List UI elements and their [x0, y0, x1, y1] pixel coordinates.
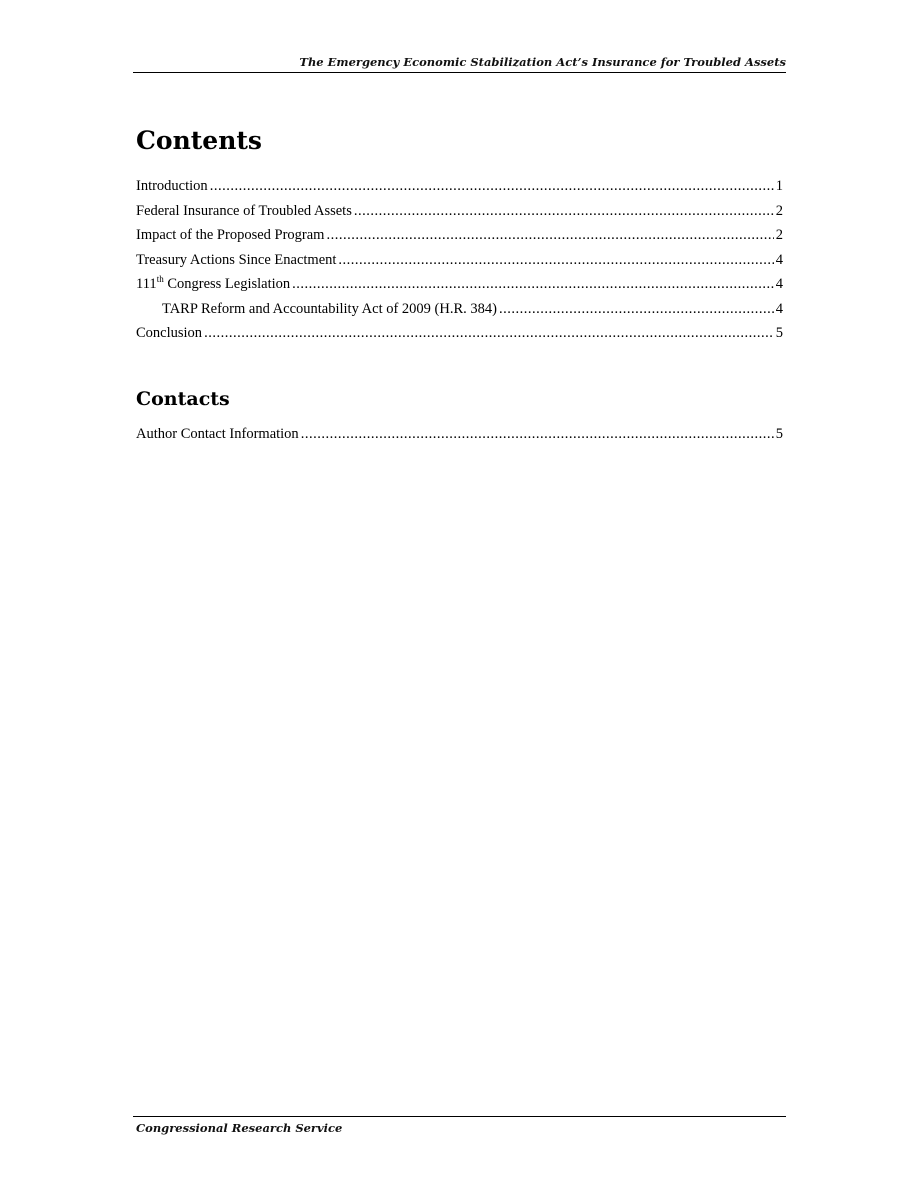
toc-entry-page: 2 [775, 227, 783, 243]
toc-entry-page: 4 [775, 251, 783, 268]
toc-entry-title [136, 275, 290, 293]
toc-entry-page: 4 [775, 276, 783, 292]
toc-entry-federal-insurance[interactable] [136, 202, 783, 227]
contacts-list [136, 425, 783, 450]
toc-entry-title: Impact of the Proposed Program [136, 227, 325, 243]
footer-rule [133, 1116, 786, 1117]
toc-entry-congress-legislation[interactable] [136, 275, 783, 300]
toc-entry-title: Conclusion [136, 325, 203, 341]
toc-leader-dots [326, 226, 773, 244]
running-header-title: The Emergency Economic Stabilization Act’s Insurance for Troubled Assets [299, 55, 786, 69]
toc-entry-page: 1 [775, 178, 783, 194]
toc-entry-page: 2 [775, 202, 783, 219]
toc-entry-page: 5 [775, 426, 783, 442]
contacts-heading: Contacts [136, 388, 230, 410]
toc-entry-title: TARP Reform and Accountability Act of 2009 (H.R. 384) [162, 300, 497, 317]
running-footer-organization: Congressional Research Service [136, 1121, 343, 1135]
toc-entry-title: Introduction [136, 178, 208, 194]
toc-entry-title: Federal Insurance of Troubled Assets [136, 202, 352, 219]
table-of-contents [136, 177, 783, 349]
toc-entry-title: Author Contact Information [136, 426, 299, 442]
toc-entry-impact[interactable] [136, 226, 783, 251]
toc-entry-page: 4 [775, 300, 783, 317]
toc-title-prefix: 111 [136, 276, 157, 292]
toc-leader-dots [204, 324, 774, 342]
toc-leader-dots [499, 300, 774, 318]
toc-title-superscript: th [156, 274, 164, 284]
toc-leader-dots [210, 177, 774, 195]
toc-entry-conclusion[interactable] [136, 324, 783, 349]
toc-leader-dots [292, 275, 774, 293]
toc-leader-dots [338, 251, 773, 269]
toc-entry-title: Treasury Actions Since Enactment [136, 251, 337, 268]
toc-entry-introduction[interactable] [136, 177, 783, 202]
toc-title-suffix: Congress Legislation [163, 276, 291, 292]
header-rule [133, 72, 786, 73]
contents-heading: Contents [136, 126, 263, 155]
toc-entry-treasury-actions[interactable] [136, 251, 783, 276]
toc-leader-dots [354, 202, 774, 220]
toc-entry-tarp-reform[interactable] [136, 300, 783, 325]
toc-entry-author-contact[interactable] [136, 425, 783, 450]
toc-entry-page: 5 [775, 325, 783, 341]
toc-leader-dots [301, 425, 774, 443]
